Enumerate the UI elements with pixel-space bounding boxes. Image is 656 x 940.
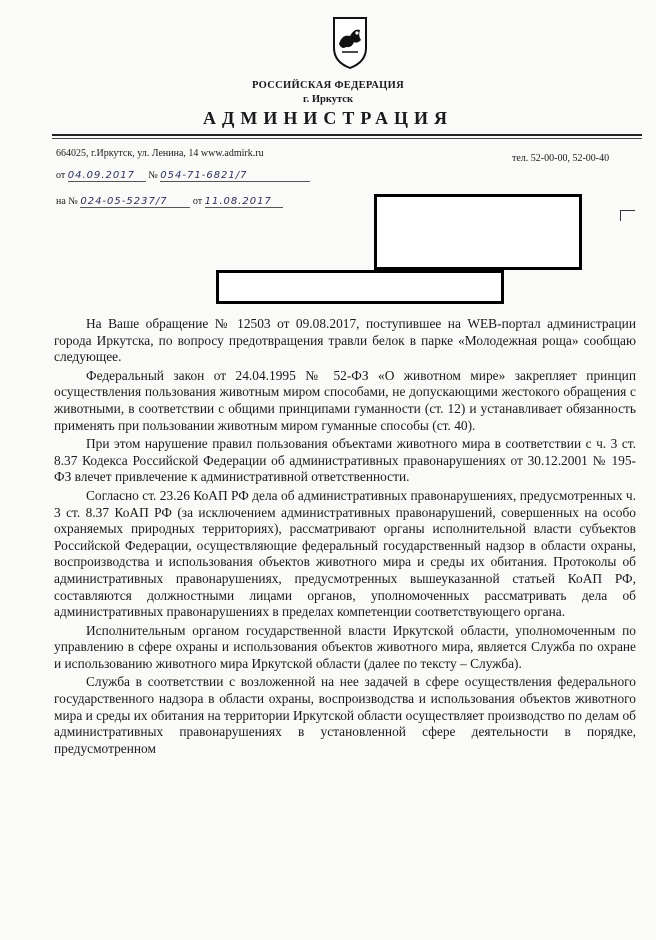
city-name: г. Иркутск: [303, 94, 353, 105]
outgoing-reference: [56, 170, 310, 182]
header-rule-thin: [52, 138, 642, 139]
header-rule: [52, 134, 642, 136]
organization-title: АДМИНИСТРАЦИЯ: [202, 108, 454, 128]
from-label: от: [56, 170, 66, 181]
paragraph-3: При этом нарушение правил пользования объектами животного мира в соответствии с ч. 3 ст. 8.37 Кодекса Российской Федерации об административных правонарушениях от 30.12.2001 № 195-ФЗ влечет привлечение к административной ответственности.: [54, 436, 636, 485]
in-number-label: на №: [56, 196, 78, 207]
incoming-number: 024-05-5237/7: [80, 196, 190, 208]
paragraph-2: Федеральный закон от 24.04.1995 № 52-ФЗ «О животном мире» закрепляет принцип осуществления пользования животным миром способами, не допускающими жестокого обращения с животными, в соответствии с общими принципами гуманности (ст. 12) и устанавливает обязанность применять при пользовании животным миром гуманные способы (ст. 40).: [54, 367, 636, 433]
country-name: РОССИЙСКАЯ ФЕДЕРАЦИЯ: [252, 80, 404, 91]
paragraph-4: Согласно ст. 23.26 КоАП РФ дела об административных правонарушениях, предусмотренных ч. 3 ст. 8.37 КоАП РФ (за исключением административных правонарушений, совершенных на особо охраняемых природных территориях), рассматривают органы исполнительной власти субъектов Российской Федерации, осуществляющие федеральный государственный надзор в области охраны, воспроизводства и использования объектов животного мира и среды их обитания. Протоколы об административных правонарушениях, предусмотренных вышеуказанной статьей КоАП РФ, составляются должностными лицами органов, уполномоченных рассматривать дела об административных правонарушениях в пределах компетенции соответствующего органа.: [54, 487, 636, 620]
address-line: 664025, г.Иркутск, ул. Ленина, 14 www.admirk.ru: [56, 148, 264, 159]
addressee-corner-mark: [620, 210, 635, 221]
paragraph-5: Исполнительным органом государственной власти Иркутской области, уполномоченным по управлению в сфере охраны и использования объектов животного мира, является Служба по охране и использованию животного мира Иркутской области (далее по тексту – Служба).: [54, 622, 636, 671]
in-date-label: от: [192, 196, 203, 207]
phone-line: тел. 52-00-00, 52-00-40: [512, 153, 610, 164]
outgoing-number: 054-71-6821/7: [160, 170, 310, 182]
redaction-box-addressee: [374, 194, 582, 270]
number-label: №: [148, 170, 158, 181]
coat-of-arms-icon: [330, 14, 370, 70]
redaction-box-name: [216, 270, 504, 304]
paragraph-1: На Ваше обращение № 12503 от 09.08.2017, поступившее на WEB-портал администрации города Иркутска, по вопросу предотвращения травли белок в парке «Молодежная роща» сообщаю следующее.: [54, 316, 636, 365]
incoming-reference: [56, 196, 283, 208]
outgoing-date: 04.09.2017: [68, 170, 146, 182]
letter-body: [54, 316, 636, 759]
incoming-date: 11.08.2017: [205, 196, 283, 208]
paragraph-6: Служба в соответствии с возложенной на нее задачей в сфере осуществления федерального государственного надзора в области охраны, воспроизводства и использования объектов животного мира и среды их обитания на территории Иркутской области осуществляет производство по делам об административных правонарушениях в установленной сфере деятельности в порядке, предусмотренном: [54, 674, 636, 756]
